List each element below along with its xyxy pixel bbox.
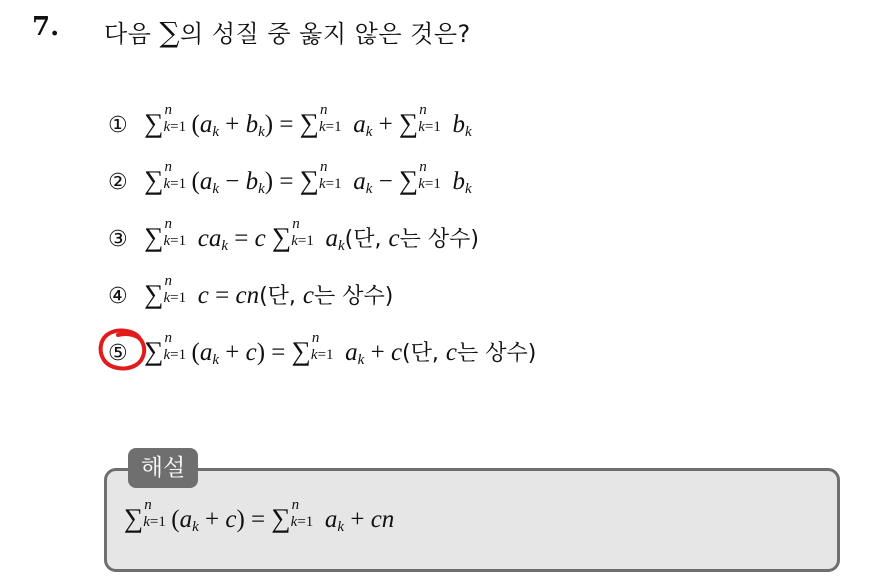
option-5[interactable]: ⑤ ∑ n k=1 $(a_k + c)$ = ∑ n k=1 $a_k + c$(단, c는 상수) [108, 330, 537, 368]
sigma-symbol: ∑ [159, 16, 181, 49]
option-1-mark: ① [108, 113, 128, 138]
question-number: 7. [32, 12, 60, 42]
option-5-mark: ⑤ [108, 341, 128, 366]
option-2[interactable]: ② ∑ n k=1 $(a_k - b_k)$ = ∑ n k=1 $a_k$ − ∑ n k=1 $b_k$ [108, 159, 472, 197]
question-text-before: 다음 [104, 20, 152, 48]
option-4-mark: ④ [108, 284, 128, 309]
option-3-mark: ③ [108, 227, 128, 252]
answer-circle-mark [96, 325, 156, 375]
option-2-mark: ② [108, 170, 128, 195]
question-text-after: 의 성질 중 옳지 않은 것은? [180, 20, 471, 48]
option-3[interactable]: ③ ∑ n k=1 $ca_k = c$ ∑ n k=1 $a_k$(단, c는 상수) [108, 216, 479, 254]
option-1[interactable]: ① ∑ n k=1 $(a_k + b_k)$ = ∑ n k=1 $a_k$ + ∑ n k=1 $b_k$ [108, 102, 472, 140]
explanation-label: 해설 [128, 448, 198, 488]
option-4[interactable]: ④ ∑ n k=1 c = cn(단, c는 상수) [108, 273, 394, 309]
explanation-formula: ∑ n k=1 $(a_k + c)$ = ∑ n k=1 $a_k$ + cn [124, 497, 395, 535]
question-text [104, 14, 471, 49]
